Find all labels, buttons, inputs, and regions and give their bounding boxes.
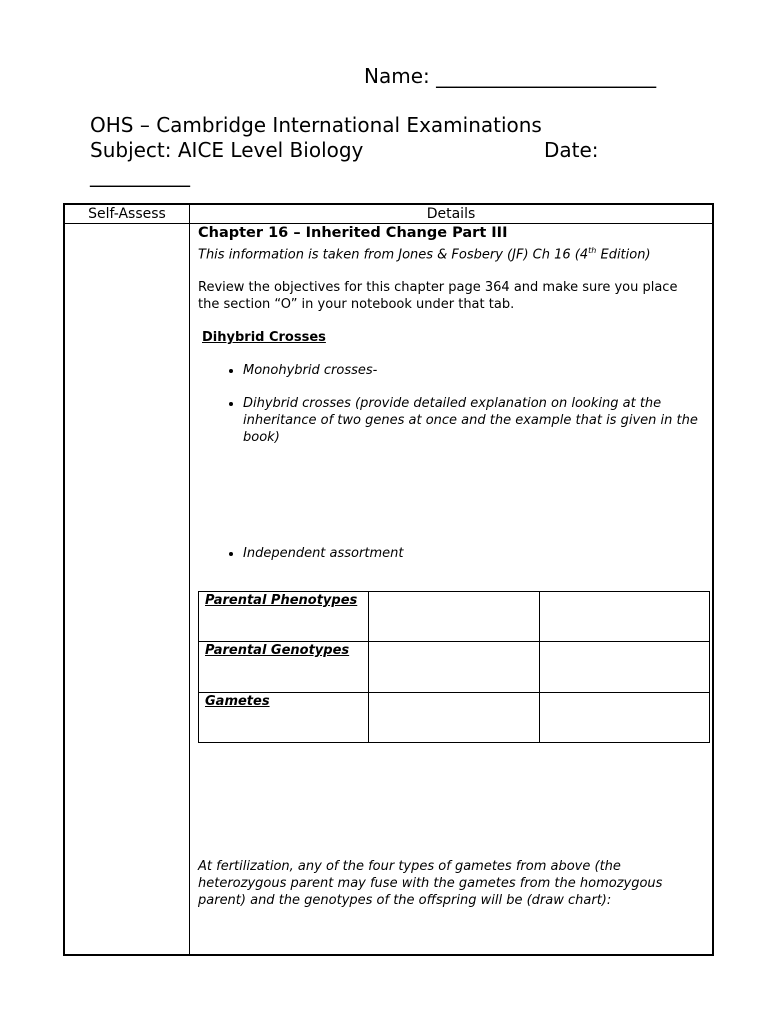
section-heading: Dihybrid Crosses [202,330,326,346]
row-label: Parental Phenotypes [199,592,369,642]
blank-cell[interactable] [369,692,539,742]
name-line: Name: ______________________ [364,64,657,88]
blank-cell[interactable] [539,642,709,692]
blank-cell[interactable] [539,692,709,742]
bullet-list [198,362,702,379]
row-label: Parental Genotypes [199,642,369,692]
fertilization-text: At fertilization, any of the four types of gametes from above (the heterozygous parent may fuse with the gametes from the homozygous parent) and the genotypes of the offspring will be (draw chart): [198,859,663,908]
blank-cell[interactable] [539,592,709,642]
row-label: Gametes [199,692,369,742]
chapter-title: Chapter 16 – Inherited Change Part III [198,225,508,241]
review-text: Review the objectives for this chapter page 364 and make sure you place the section “O” in your notebook under that tab. [198,280,678,313]
notes-table [63,203,714,956]
subject-row [90,138,599,163]
table-row [199,592,710,642]
date-label: Date: [544,138,599,162]
date-blank: __________ [90,163,190,187]
self-assess-header: Self-Assess [88,206,166,222]
source-note: This information is taken from Jones & Fosbery (JF) Ch 16 (4th Edition) [198,246,651,263]
list-item: • Dihybrid crosses (provide detailed explanation on looking at the inheritance of two genes at once and the example that is given in the book) [243,395,702,446]
header-divider [65,223,712,224]
document-header [90,113,599,188]
subject-line: Subject: AICE Level Biology [90,138,364,162]
genotype-table [198,591,710,743]
bullet-list [198,395,702,446]
bullet-list [198,545,702,562]
table-row [199,692,710,742]
table-row [199,642,710,692]
list-item: • Independent assortment [243,545,702,562]
blank-cell[interactable] [369,592,539,642]
blank-cell[interactable] [369,642,539,692]
details-header: Details [426,206,476,222]
org-line: OHS – Cambridge International Examinations [90,113,542,137]
list-item: • Monohybrid crosses- [243,362,702,379]
column-divider [189,205,190,954]
details-cell [198,225,702,562]
